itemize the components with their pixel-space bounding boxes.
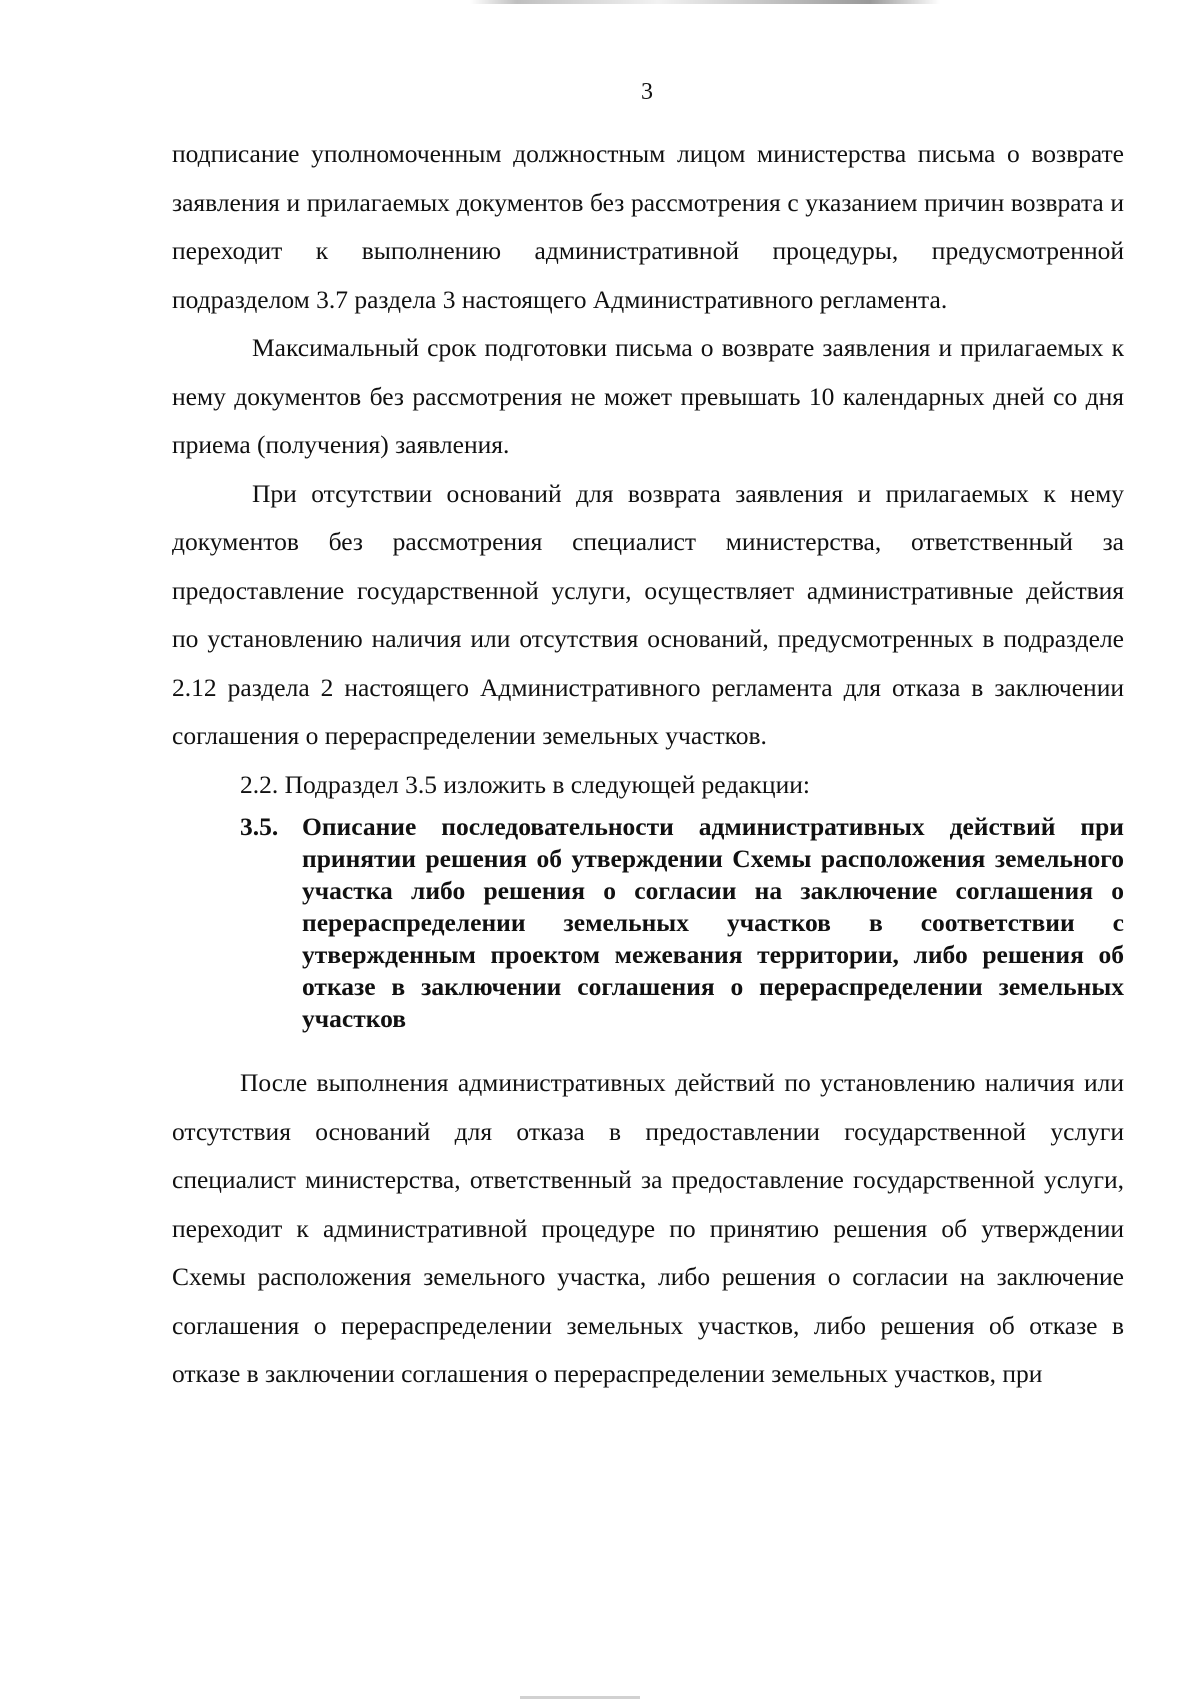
- scan-artifact-top: [470, 0, 940, 4]
- paragraph-amendment-2-2: 2.2. Подраздел 3.5 изложить в следующей редакции:: [240, 769, 810, 799]
- paragraph-return-signing: подписание уполномоченным должностным лицом министерства письма о возврате заявления и прилагаемых документов без рассмотрения с указанием причин возврата и переходит к выполнению административной процедуры, предусмотренной подразделом 3.7 раздела 3 настоящего Административного регламента.: [172, 139, 1124, 314]
- paragraph-max-term: Максимальный срок подготовки письма о возврате заявления и прилагаемых к нему документов без рассмотрения не может превышать 10 календарных дней со дня приема (получения) заявления.: [172, 333, 1124, 459]
- paragraph-no-grounds: При отсутствии оснований для возврата заявления и прилагаемых к нему документов без рассмотрения специалист министерства, ответственный за предоставление государственной услуги, осуществляет административные действия по установлению наличия или отсутствия оснований, предусмотренных в подразделе 2.12 раздела 2 настоящего Административного регламента для отказа в заключении соглашения о перераспределении земельных участков.: [172, 478, 1124, 750]
- section-number: 3.5.: [240, 812, 279, 841]
- document-body: [172, 130, 1124, 1399]
- section-heading-3-5: [172, 811, 1124, 1035]
- section-title: Описание последовательности административных действий при принятии решения об утверждении Схемы расположения земельного участка либо решения о согласии на заключение соглашения о перераспределении земельных участков в соответствии с утвержденным проектом межевания территории, либо решения об отказе в заключении соглашения о перераспределении земельных участков: [302, 812, 1124, 1033]
- paragraph-after-actions: После выполнения административных действий по установлению наличия или отсутствия оснований для отказа в предоставлении государственной услуги специалист министерства, ответственный за предоставление государственной услуги, переходит к административной процедуре по принятию решения об утверждении Схемы расположения земельного участка, либо решения о согласии на заключение соглашения о перераспределении земельных участков, либо решения об отказе в отказе в заключении соглашения о перераспределении земельных участков, при: [172, 1068, 1124, 1388]
- page-number: 3: [641, 79, 653, 105]
- scan-artifact-bottom: [520, 1696, 640, 1699]
